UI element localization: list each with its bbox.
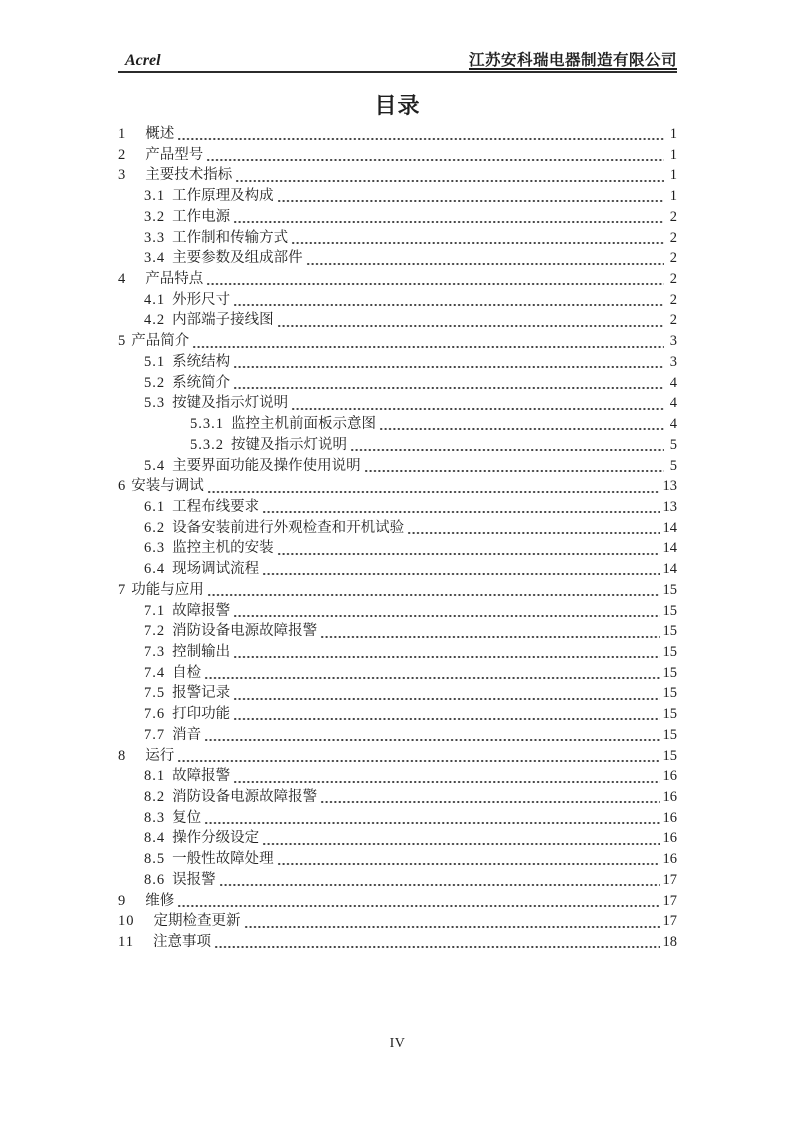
toc-entry-number: 6.4 [144, 561, 166, 578]
toc-entry-number: 5.3.2 [190, 436, 224, 453]
toc-entry [118, 601, 677, 622]
toc-leader-dots [206, 282, 664, 287]
toc-leader-dots [407, 530, 659, 535]
toc-entry [118, 746, 677, 767]
toc-entry-number: 7.1 [144, 602, 166, 619]
toc-entry [118, 808, 677, 829]
toc-entry-page: 14 [662, 519, 677, 536]
toc-entry-number: 8.2 [144, 789, 166, 805]
toc-entry [118, 352, 677, 373]
toc-leader-dots [320, 634, 659, 639]
toc-leader-dots [177, 903, 659, 908]
toc-entry-number: 8.1 [144, 768, 166, 785]
toc-entry-title: 消防设备电源故障报警 [172, 623, 318, 640]
toc-entry [118, 124, 677, 145]
toc-entry-title: 安装与调试 [131, 478, 204, 495]
toc-leader-dots [233, 385, 664, 390]
toc-entry-number: 6.2 [144, 519, 166, 536]
toc-leader-dots [291, 406, 664, 411]
toc-leader-dots [233, 696, 659, 701]
toc-entry-page: 3 [669, 333, 677, 350]
toc-leader-dots [204, 738, 659, 743]
toc-entry [118, 186, 677, 207]
toc-entry-page: 16 [662, 830, 677, 847]
toc-entry-page: 5 [669, 457, 677, 474]
toc-entry [118, 704, 677, 725]
toc-entry-title: 运行 [145, 747, 175, 764]
toc-entry-title: 监控主机前面板示意图 [231, 416, 376, 433]
toc-entry-title: 工作原理及构成 [172, 188, 274, 205]
toc-leader-dots [244, 924, 660, 929]
toc-entry-page: 1 [669, 146, 677, 163]
toc-entry-number: 7.4 [144, 664, 166, 681]
toc-entry-page: 13 [662, 478, 677, 495]
toc-entry-page: 2 [669, 312, 677, 329]
toc-entry-page: 14 [662, 561, 677, 578]
toc-entry-page: 17 [662, 892, 677, 909]
toc-entry-page: 2 [669, 291, 677, 308]
toc-entry-number: 5.4 [144, 457, 166, 474]
toc-entry [118, 849, 677, 870]
toc-entry-title: 主要界面功能及操作使用说明 [172, 457, 361, 474]
toc-entry-title: 操作分级设定 [172, 830, 260, 847]
toc-entry-title: 复位 [172, 809, 202, 826]
toc-entry-title: 概述 [145, 126, 175, 142]
toc-entry-title: 维修 [145, 892, 175, 909]
toc-entry [118, 145, 677, 166]
toc-leader-dots [233, 220, 664, 225]
toc-leader-dots [233, 779, 659, 784]
toc-leader-dots [233, 302, 664, 307]
toc-entry-number: 3 [118, 167, 127, 184]
toc-entry-title: 设备安装前进行外观检查和开机试验 [172, 519, 405, 536]
toc-entry-number: 6 [118, 478, 127, 495]
toc-entry-page: 16 [662, 768, 677, 785]
toc-leader-dots [262, 510, 659, 515]
toc-entry-number: 5.3.1 [190, 416, 224, 433]
toc-entry-title: 按键及指示灯说明 [172, 395, 289, 412]
toc-leader-dots [262, 841, 659, 846]
toc-entry-number: 7.5 [144, 685, 166, 702]
toc-entry-number: 5.3 [144, 395, 166, 412]
toc-entry [118, 538, 677, 559]
toc-entry-title: 一般性故障处理 [172, 851, 274, 868]
toc-entry-title: 功能与应用 [131, 581, 204, 598]
toc-entry-page: 15 [662, 602, 677, 619]
toc-entry-page: 13 [662, 498, 677, 515]
toc-entry [118, 269, 677, 290]
toc-entry-number: 8.4 [144, 830, 166, 847]
toc-entry-title: 报警记录 [172, 685, 231, 702]
toc-entry [118, 580, 677, 601]
toc-entry [118, 373, 677, 394]
toc-entry [118, 331, 677, 352]
toc-entry-page: 15 [662, 623, 677, 640]
toc-entry-title: 工作制和传输方式 [172, 229, 289, 246]
toc-entry-title: 故障报警 [172, 602, 231, 619]
toc-entry-number: 1 [118, 126, 127, 142]
toc-entry-number: 5.2 [144, 374, 166, 391]
toc-entry-title: 主要参数及组成部件 [172, 250, 303, 267]
toc-entry-page: 2 [669, 208, 677, 225]
toc-leader-dots [233, 365, 664, 370]
toc-leader-dots [214, 945, 660, 950]
toc-entry [118, 683, 677, 704]
toc-entry-title: 现场调试流程 [172, 561, 260, 578]
toc-entry [118, 310, 677, 331]
toc-entry-page: 15 [662, 664, 677, 681]
toc-entry-number: 5 [118, 333, 127, 350]
toc-entry-page: 15 [662, 726, 677, 743]
toc-entry-page: 16 [662, 809, 677, 826]
toc-entry-page: 2 [669, 271, 677, 288]
toc-leader-dots [262, 572, 659, 577]
toc-entry [118, 621, 677, 642]
toc-entry [118, 497, 677, 518]
toc-entry-number: 8.6 [144, 871, 166, 888]
toc-entry-number: 4.1 [144, 291, 166, 308]
toc-entry-number: 3.3 [144, 229, 166, 246]
toc-entry-title: 系统简介 [172, 374, 231, 391]
toc-entry [118, 642, 677, 663]
toc-entry-title: 故障报警 [172, 768, 231, 785]
toc-entry [118, 476, 677, 497]
page-title: 目录 [374, 93, 421, 118]
toc-entry-number: 8.3 [144, 809, 166, 826]
toc-entry-page: 17 [662, 913, 677, 930]
toc-entry [118, 766, 677, 787]
toc-leader-dots [206, 157, 664, 162]
toc-entry-page: 4 [669, 416, 677, 433]
toc-list [118, 124, 677, 953]
toc-entry-number: 4 [118, 271, 127, 288]
toc-entry [118, 932, 677, 953]
toc-entry-number: 11 [118, 934, 134, 951]
toc-entry [118, 435, 677, 456]
toc-entry [118, 456, 677, 477]
toc-entry-title: 产品简介 [131, 333, 190, 350]
toc-leader-dots [207, 593, 660, 598]
toc-entry-number: 8.5 [144, 851, 166, 868]
toc-leader-dots [277, 551, 660, 556]
toc-entry-page: 18 [662, 934, 677, 951]
toc-entry-title: 工程布线要求 [172, 498, 260, 515]
toc-entry-page: 15 [662, 581, 677, 598]
toc-leader-dots [379, 427, 664, 432]
toc-entry-title: 系统结构 [172, 353, 231, 370]
toc-entry-title: 监控主机的安装 [172, 540, 274, 557]
toc-entry-number: 2 [118, 146, 127, 163]
toc-entry-number: 7 [118, 581, 127, 598]
toc-entry-page: 4 [669, 395, 677, 412]
toc-entry [118, 207, 677, 228]
toc-leader-dots [219, 883, 660, 888]
toc-entry-page: 2 [669, 250, 677, 267]
toc-leader-dots [235, 178, 664, 183]
toc-entry [118, 911, 677, 932]
toc-leader-dots [277, 199, 664, 204]
toc-entry [118, 787, 677, 808]
toc-entry-page: 16 [662, 789, 677, 805]
toc-entry-page: 2 [669, 229, 677, 246]
toc-entry-title: 自检 [172, 664, 202, 681]
toc-entry-title: 定期检查更新 [153, 913, 241, 930]
toc-entry-title: 打印功能 [172, 706, 231, 723]
toc-leader-dots [177, 758, 659, 763]
toc-leader-dots [233, 717, 659, 722]
toc-entry-page: 5 [669, 436, 677, 453]
toc-entry-page: 15 [662, 643, 677, 660]
toc-entry-page: 1 [669, 167, 677, 184]
toc-leader-dots [306, 261, 664, 266]
acrel-logo: Acrel [125, 52, 161, 69]
toc-entry-title: 控制输出 [172, 643, 231, 660]
toc-leader-dots [277, 323, 664, 328]
toc-entry-page: 1 [669, 126, 677, 142]
toc-entry-title: 产品型号 [145, 146, 204, 163]
toc-entry-title: 按键及指示灯说明 [231, 436, 347, 453]
toc-leader-dots [207, 489, 660, 494]
toc-leader-dots [233, 655, 659, 660]
toc-entry-number: 4.2 [144, 312, 166, 329]
page-header [118, 50, 677, 73]
toc-entry-page: 4 [669, 374, 677, 391]
toc-leader-dots [350, 448, 664, 453]
toc-entry-title: 误报警 [172, 871, 216, 888]
toc-entry-page: 16 [662, 851, 677, 868]
toc-entry-number: 9 [118, 892, 127, 909]
toc-entry-number: 7.3 [144, 643, 166, 660]
toc-entry-number: 7.7 [144, 726, 166, 743]
toc-leader-dots [233, 613, 659, 618]
toc-entry-number: 6.3 [144, 540, 166, 557]
toc-entry-title: 消防设备电源故障报警 [172, 789, 318, 805]
page-number-footer: IV [389, 1036, 406, 1051]
toc-entry-title: 消音 [172, 726, 202, 743]
toc-entry-page: 15 [662, 706, 677, 723]
toc-entry-number: 5.1 [144, 353, 166, 370]
toc-entry-title: 外形尺寸 [172, 291, 231, 308]
toc-entry-page: 15 [662, 685, 677, 702]
toc-entry-number: 3.4 [144, 250, 166, 267]
toc-entry [118, 228, 677, 249]
toc-entry [118, 165, 677, 186]
toc-entry-page: 3 [669, 353, 677, 370]
company-name: 江苏安科瑞电器制造有限公司 [468, 52, 677, 69]
toc-leader-dots [277, 862, 660, 867]
toc-entry [118, 518, 677, 539]
toc-leader-dots [291, 240, 664, 245]
toc-leader-dots [192, 344, 664, 349]
toc-leader-dots [204, 675, 659, 680]
toc-entry-number: 7.2 [144, 623, 166, 640]
toc-entry [118, 248, 677, 269]
toc-entry [118, 414, 677, 435]
toc-entry-page: 15 [662, 747, 677, 764]
toc-entry [118, 891, 677, 912]
toc-leader-dots [364, 468, 664, 473]
toc-entry-number: 3.2 [144, 208, 166, 225]
toc-entry [118, 559, 677, 580]
toc-leader-dots [204, 820, 659, 825]
toc-entry-number: 10 [118, 913, 135, 930]
toc-entry-number: 7.6 [144, 706, 166, 723]
toc-entry [118, 393, 677, 414]
toc-leader-dots [177, 137, 664, 142]
toc-entry-page: 14 [662, 540, 677, 557]
toc-leader-dots [320, 800, 659, 805]
toc-entry [118, 290, 677, 311]
toc-entry-number: 3.1 [144, 188, 166, 205]
toc-entry-page: 17 [662, 871, 677, 888]
toc-entry-page: 1 [669, 188, 677, 205]
toc-entry-number: 6.1 [144, 498, 166, 515]
toc-entry [118, 663, 677, 684]
toc-entry [118, 828, 677, 849]
toc-entry-title: 主要技术指标 [145, 167, 233, 184]
toc-entry-title: 工作电源 [172, 208, 231, 225]
toc-entry [118, 870, 677, 891]
toc-entry-title: 注意事项 [152, 934, 211, 951]
toc-entry-title: 内部端子接线图 [172, 312, 274, 329]
toc-entry-number: 8 [118, 747, 127, 764]
toc-entry-title: 产品特点 [145, 271, 204, 288]
toc-entry [118, 725, 677, 746]
